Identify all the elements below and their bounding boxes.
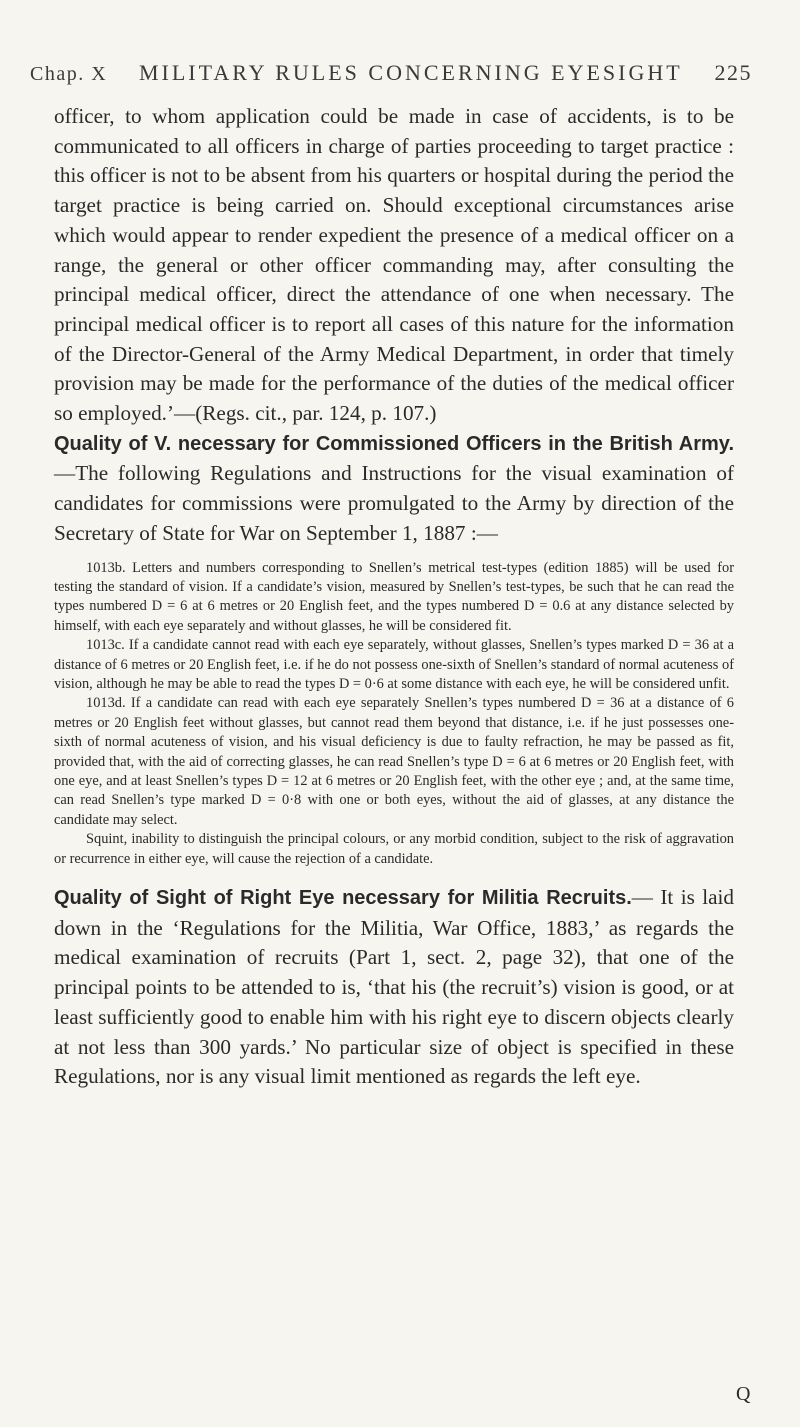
regulation-1013c: 1013c. If a candidate cannot read with each eye separately, without glasses, Snellen’s types marked D = 36 at a distance of 6 metres or 20 English feet, i.e. if he do not possess one-sixth of Snellen’s standard of normal acuteness of vision, although he may be able to read the types D = 0·6 at some distance with each eye, he will be considered unfit. bbox=[54, 637, 734, 692]
page-number: 225 bbox=[714, 60, 752, 85]
signature-mark: Q bbox=[736, 1383, 751, 1405]
regulation-1013d: 1013d. If a candidate can read with each eye separately Snellen’s types numbered D = 36 at a distance of 6 metres or 20 English feet without glasses, but cannot read them beyond that distance, i.e. if he just possesses one-sixth of normal acuteness of vision, and his visual deficiency is due to faulty refraction, he may be passed as fit, provided that, with the aid of correcting glasses, he can read Snellen’s type D = 6 at 6 metres or 20 English feet, with one eye, and at least Snellen’s types D = 12 at 6 metres or 20 English feet, with the other eye ; and, at the same time, can read Snellen’s type marked D = 0·8 with one or both eyes, without the aid of glasses, at any distance the candidate may select. bbox=[54, 695, 734, 828]
section-officers bbox=[54, 429, 734, 549]
section-text-officers: —The following Regulations and Instructions for the visual examination of candidates for commissions were promulgated to the Army by direction of the Secretary of State for War on September 1, 1887 :— bbox=[54, 461, 734, 545]
section-heading-militia: Quality of Sight of Right Eye necessary for Militia Recruits. bbox=[54, 887, 632, 910]
running-header bbox=[30, 60, 752, 86]
page-body bbox=[54, 102, 734, 1092]
continued-paragraph: officer, to whom application could be made in case of accidents, is to be communicated to all officers in charge of parties proceeding to target practice : this officer is not to be absent from his quarters or hospital during the period the target practice is being carried on. Should exceptional circumstances arise which would appear to render expedient the presence of a medical officer on a range, the general or other officer commanding may, after consulting the principal medical officer, direct the attendance of one when necessary. The principal medical officer is to report all cases of this nature for the information of the Director-General of the Army Medical Department, in order that timely provision may be made for the performance of the duties of the medical officer so employed.’—(Regs. cit., par. 124, p. 107.) bbox=[54, 104, 734, 426]
running-title: MILITARY RULES CONCERNING EYESIGHT bbox=[138, 60, 683, 85]
section-text-militia: — It is laid down in the ‘Regulations for the Militia, War Office, 1883,’ as regards the medical examination of recruits (Part 1, sect. 2, page 32), that one of the principal points to be attended to is, ‘that his (the recruit’s) vision is good, or at least sufficiently good to enable him with his right eye to discern objects clearly at not less than 300 yards.’ No particular size of object is specified in these Regulations, nor is any visual limit mentioned as regards the left eye. bbox=[54, 885, 734, 1089]
chapter-label: Chap. X bbox=[30, 63, 108, 85]
section-heading-officers: Quality of V. necessary for Commissioned Officers in the British Army. bbox=[54, 432, 734, 455]
regulation-rejection: Squint, inability to distinguish the principal colours, or any morbid condition, subject to the risk of aggravation or recurrence in either eye, will cause the rejection of a candidate. bbox=[54, 831, 734, 867]
section-militia bbox=[54, 883, 734, 1092]
regulation-1013b: 1013b. Letters and numbers corresponding to Snellen’s metrical test-types (edition 1885) will be used for testing the standard of vision. If a candidate’s vision, measured by Snellen’s test-types, be such that he can read the types numbered D = 6 at 6 metres or 20 English feet, and the types numbered D = 0.6 at any distance selected by himself, with each eye separately and without glasses, he will be considered fit. bbox=[54, 559, 734, 634]
